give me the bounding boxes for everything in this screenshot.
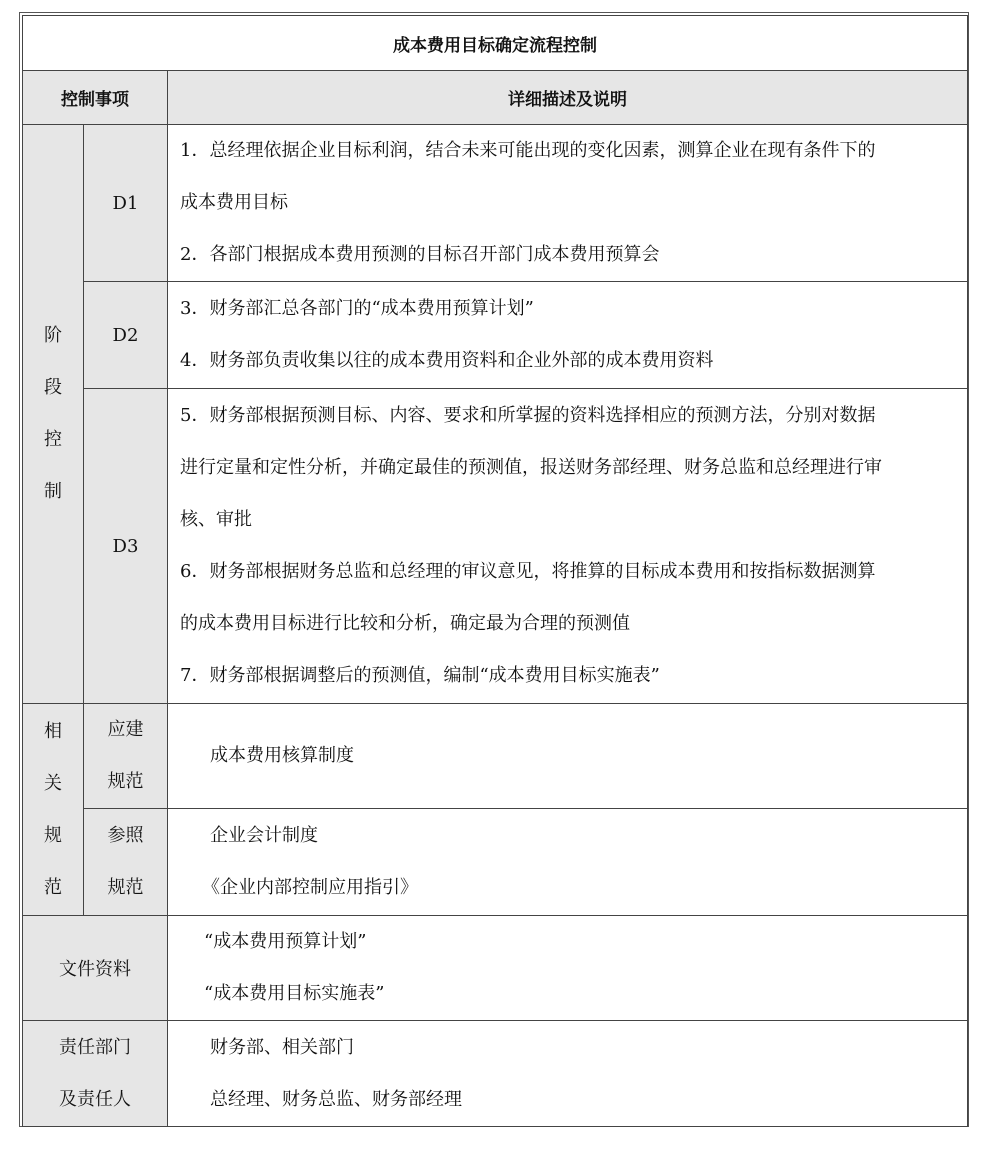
should-build-items (168, 704, 968, 809)
stage-d2-description (168, 282, 968, 389)
norms-reference-row (23, 809, 968, 916)
desc-line: 2．各部门根据成本费用预测的目标召开部门成本费用预算会 (180, 244, 660, 265)
desc-line: 7．财务部根据调整后的预测值，编制“成本费用目标实施表” (180, 665, 660, 686)
documents-items (168, 916, 968, 1021)
documents-row (23, 916, 968, 1021)
responsibility-item: 总经理、财务总监、财务部经理 (210, 1088, 462, 1110)
stage-code-d3: D3 (84, 389, 168, 704)
header-row (23, 71, 968, 125)
stage-d3-description (168, 389, 968, 704)
responsibility-items (168, 1021, 968, 1127)
document-item: “成本费用预算计划” (204, 931, 367, 952)
stage-code-d2: D2 (84, 282, 168, 389)
norms-should-build-row (23, 704, 968, 809)
desc-line: 4．财务部负责收集以往的成本费用资料和企业外部的成本费用资料 (180, 350, 714, 371)
responsibility-item: 财务部、相关部门 (210, 1036, 354, 1058)
title-row (23, 16, 968, 71)
responsibility-row (23, 1021, 968, 1127)
stage-d2-row (23, 282, 968, 389)
header-description: 详细描述及说明 (168, 71, 968, 125)
desc-line: 成本费用目标 (180, 192, 288, 213)
related-norms-label: 相 关 规 范 (23, 704, 84, 916)
document-item: “成本费用目标实施表” (204, 983, 385, 1004)
control-table (22, 15, 968, 1127)
stage-control-label: 阶 段 控 制 (23, 125, 84, 704)
norm-item: 成本费用核算制度 (210, 745, 354, 766)
stage-code-d1: D1 (84, 125, 168, 282)
responsibility-label: 责任部门 及责任人 (23, 1021, 168, 1127)
reference-label: 参照 规范 (84, 809, 168, 916)
desc-line: 3．财务部汇总各部门的“成本费用预算计划” (180, 298, 534, 319)
desc-line: 进行定量和定性分析，并确定最佳的预测值，报送财务部经理、财务总监和总经理进行审 (180, 457, 882, 478)
desc-line: 5．财务部根据预测目标、内容、要求和所掌握的资料选择相应的预测方法，分别对数据 (180, 405, 876, 426)
reference-items (168, 809, 968, 916)
norm-item: 企业会计制度 (210, 825, 318, 846)
desc-line: 6．财务部根据财务总监和总经理的审议意见，将推算的目标成本费用和按指标数据测算 (180, 561, 876, 582)
table-title: 成本费用目标确定流程控制 (23, 16, 968, 71)
stage-d1-row (23, 125, 968, 282)
header-control-item: 控制事项 (23, 71, 168, 125)
stage-d1-description (168, 125, 968, 282)
should-build-label: 应建 规范 (84, 704, 168, 809)
stage-d3-row (23, 389, 968, 704)
desc-line: 核、审批 (180, 509, 252, 530)
desc-line: 的成本费用目标进行比较和分析，确定最为合理的预测值 (180, 613, 630, 634)
norm-item: 《企业内部控制应用指引》 (202, 877, 418, 898)
documents-label: 文件资料 (23, 916, 168, 1021)
desc-line: 1．总经理依据企业目标利润，结合未来可能出现的变化因素，测算企业在现有条件下的 (180, 140, 876, 161)
